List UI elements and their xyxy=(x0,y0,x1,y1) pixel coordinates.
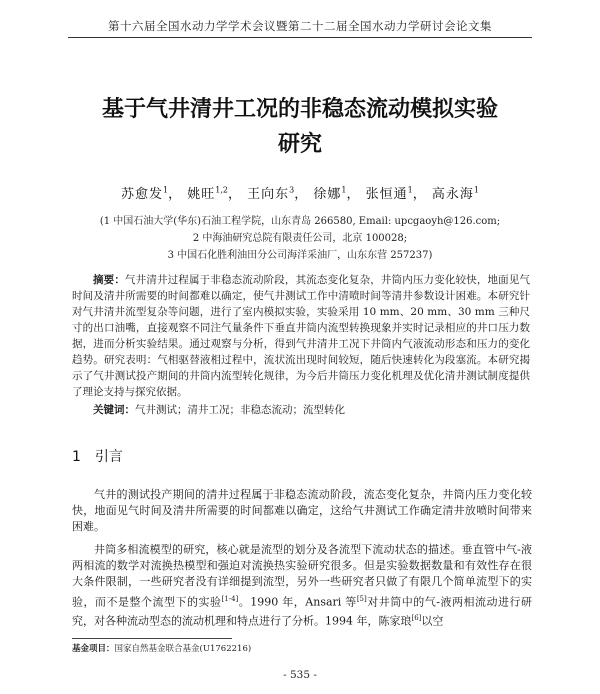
title-line-1: 基于气井清井工况的非稳态流动模拟实验 xyxy=(101,97,498,122)
author-name: 高永海 xyxy=(431,187,474,202)
affiliations xyxy=(30,213,570,264)
body-paragraph-2 xyxy=(72,542,532,630)
affiliation-line: 2 中海油研究总院有限责任公司，北京 100028; xyxy=(192,233,408,244)
author-name: 徐娜 xyxy=(313,187,342,202)
author-name: 王向东 xyxy=(247,187,290,202)
running-header: 第十六届全国水动力学学术会议暨第二十二届全国水动力学研讨会论文集 xyxy=(108,19,492,33)
abstract-text: 气井清井过程属于非稳态流动阶段，其流态变化复杂，井筒内压力变化较快，地面见气时间及清井所需要的时间都难以确定，使气井测试工作中清喷时间等清井参数设计困难。本研究针对气井清井流型复杂等问题，进行了室内模拟实验，实验采用 10 mm、20 mm、30 mm 三种尺寸的出口油嘴，直接观察不同注气量条件下垂直井筒内流型转换现象并实时记录相应的井口压力数据，进而分析实验结果。通过观察与分析，得到气井清井工况下井筒内气液流动形态和压力的变化趋势。研究表明：气相驱替液相过程中，流状流出现时间较短，随后快速转化为段塞流。本研究揭示了气井测试投产期间的井筒内流型转化规律，为今后井筒压力变化机理及优化清井测试制度提供了理论支持与探究依据。 xyxy=(72,274,531,398)
keywords-label: 关键词： xyxy=(93,404,135,416)
author-name: 苏愈发 xyxy=(121,187,164,202)
author-name: 张恒通 xyxy=(365,187,408,202)
paragraph-text: 对井筒中的气-液两相流动进行研究，对各种流动型态的流动机理和特点进行了分析。1994 年，陈家琅 xyxy=(72,595,533,629)
affiliation-line: (1 中国石油大学(华东)石油工程学院，山东青岛 266580, Email: upcgaoyh@126.com; xyxy=(99,216,501,227)
citation: [1-4] xyxy=(221,594,239,603)
author-affil-mark: 1 xyxy=(341,185,347,195)
citation: [5] xyxy=(356,594,367,603)
footnote-text: 国家自然基金联合基金(U1762216) xyxy=(114,644,252,654)
citation: [6] xyxy=(411,614,422,623)
author-affil-mark: 3 xyxy=(289,185,295,195)
affiliation-line: 3 中国石化胜利油田分公司海洋采油厂，山东东营 257237) xyxy=(167,250,433,261)
body-paragraph-1: 气井的测试投产期间的清井过程属于非稳态流动阶段，流态变化复杂，井筒内压力变化较快，地面见气时间及清井所需要的时间都难以确定，这给气井测试工作确定清井放喷时间带来困难。 xyxy=(72,488,532,533)
author-affil-mark: 1 xyxy=(163,185,169,195)
keywords-text: 气井测试；清井工况；非稳态流动；流型转化 xyxy=(135,404,345,416)
author-affil-mark: 1 xyxy=(473,185,479,195)
footnote-label: 基金项目： xyxy=(72,644,115,654)
footnote xyxy=(72,642,251,654)
paragraph-text: 以空 xyxy=(421,615,444,629)
author-affil-mark: 1 xyxy=(407,185,413,195)
section-heading xyxy=(72,446,123,466)
abstract xyxy=(72,272,530,400)
paragraph-text: 井筒多相流模型的研究，核心就是流型的划分及各流型下流动状态的描述。垂直管中气-液两相流的数学对流换热模型和强迫对流换热实验研究很多。但是实验数据数量和有效性存在很大条件限制，一些研究者没有详细提到流型，另外一些研究者只做了有限几个简单流型下的实验，而不是整个流型下的实验 xyxy=(72,543,532,609)
paper-title xyxy=(40,92,560,162)
header-rule xyxy=(68,37,532,38)
title-line-2: 研究 xyxy=(277,132,322,157)
footnote-rule xyxy=(72,638,232,639)
author-list: 苏愈发$^1$， 姚旺$^{1,2}$， 王向东$^3$， 徐娜$^1$， 张恒通$^1$， 高永海$^1$ xyxy=(121,185,479,202)
author-name: 姚旺 xyxy=(187,187,216,202)
author-affil-mark: 1,2 xyxy=(215,185,228,195)
paragraph-text: 。1990 年，Ansari 等 xyxy=(238,595,357,609)
section-number: 1 xyxy=(72,449,81,465)
page-number: - 535 - xyxy=(283,669,317,681)
section-title: 引言 xyxy=(94,449,123,465)
keywords xyxy=(72,402,530,418)
abstract-label: 摘要： xyxy=(93,274,125,286)
